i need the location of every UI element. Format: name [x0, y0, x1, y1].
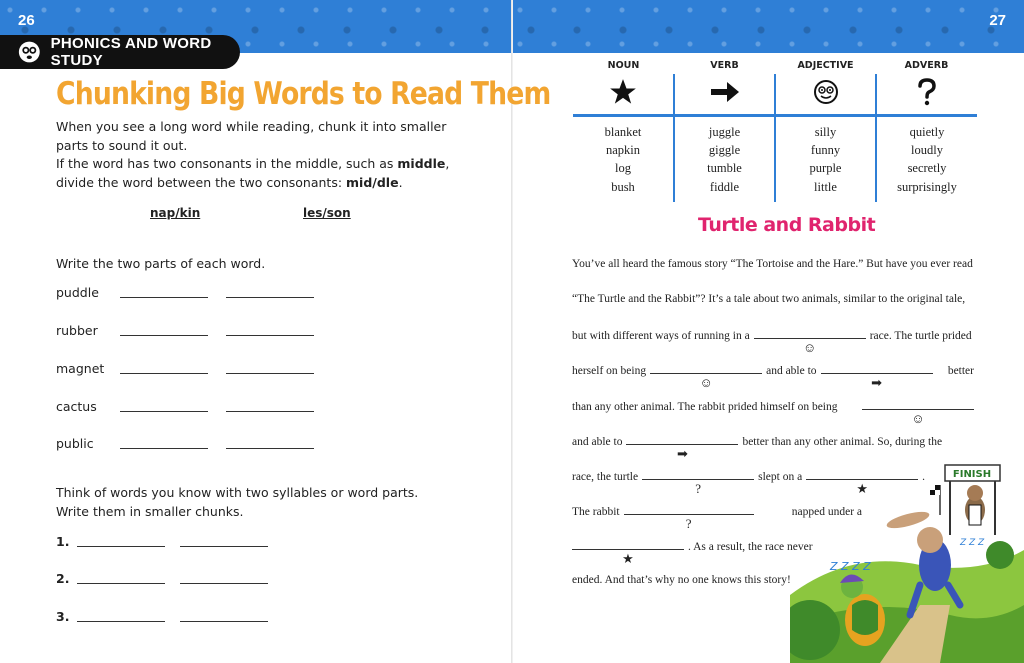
arrow-icon — [709, 81, 741, 103]
story-line: ended. And that’s why no one knows this story! — [572, 574, 791, 586]
word-label-magnet: magnet — [56, 361, 105, 376]
header-adverb: ADVERB — [904, 60, 949, 71]
story-blank-adverb[interactable] — [642, 469, 754, 496]
example-bold-split: mid/dle — [346, 174, 399, 190]
think-instruction: Think of words you know with two syllables or word parts. Write them in smaller chunks. — [56, 485, 419, 519]
face-icon: ☺ — [911, 411, 925, 426]
example-split-1: nap/kin — [150, 206, 201, 220]
section-label: PHONICS AND WORD STUDY — [50, 35, 212, 69]
star-icon: ★ — [622, 551, 634, 566]
face-icon: ☺ — [699, 375, 713, 390]
answer-blank[interactable] — [120, 297, 208, 298]
adjective-icon-cell — [775, 74, 876, 116]
noun-words: blanket napkin log bush — [604, 125, 642, 194]
referee-dog-icon — [965, 485, 985, 525]
lesson-title: Chunking Big Words to Read Them — [56, 76, 551, 112]
item-number-2: 2. — [56, 571, 70, 586]
question-icon — [917, 78, 937, 106]
word-label-cactus: cactus — [56, 399, 97, 414]
answer-blank[interactable] — [180, 546, 268, 547]
face-icon: ☺ — [803, 340, 817, 355]
story-blank-verb[interactable] — [821, 363, 933, 390]
adjective-words: silly funny purple little — [775, 116, 876, 203]
question-icon: ? — [695, 481, 701, 496]
answer-blank[interactable] — [226, 448, 314, 449]
intro-line: divide the word between the two consonants: mid/dle. — [56, 174, 403, 190]
header-noun: NOUN — [607, 60, 640, 71]
answer-blank[interactable] — [77, 621, 165, 622]
turtle-rabbit-illustration — [790, 455, 1024, 663]
face-icon — [813, 79, 839, 105]
answer-blank[interactable] — [226, 373, 314, 374]
story-blank-adjective[interactable] — [754, 328, 866, 355]
intro-line: If the word has two consonants in the middle, such as middle, — [56, 156, 450, 171]
answer-blank[interactable] — [120, 411, 208, 412]
arrow-icon: ➡ — [677, 446, 688, 461]
goggles-face-icon — [18, 39, 41, 65]
story-line: herself on being ☺ and able to ➡ better — [572, 365, 974, 390]
story-blank-adjective[interactable] — [862, 399, 974, 426]
header-verb: VERB — [710, 60, 739, 71]
adverb-icon-cell — [876, 74, 977, 116]
answer-blank[interactable] — [226, 411, 314, 412]
star-icon: ★ — [856, 481, 868, 496]
star-icon — [609, 78, 637, 106]
verb-icon-cell — [674, 74, 775, 116]
word-label-rubber: rubber — [56, 323, 98, 338]
exercise-instruction: Write the two parts of each word. — [56, 256, 266, 271]
adverb-words: quietly loudly secretly surprisingly — [876, 116, 977, 203]
answer-blank[interactable] — [226, 335, 314, 336]
verb-words: juggle giggle tumble fiddle — [674, 116, 775, 203]
story-line: than any other animal. The rabbit prided himself on being ☺ — [572, 399, 974, 413]
item-number-1: 1. — [56, 534, 70, 549]
story-blank-noun[interactable] — [572, 539, 684, 566]
story-title: Turtle and Rabbit — [698, 214, 876, 236]
answer-blank[interactable] — [120, 448, 208, 449]
noun-icon-cell — [573, 74, 674, 116]
page-number-left: 26 — [18, 12, 35, 29]
story-line: “The Turtle and the Rabbit”? It’s a tale about two animals, similar to the original tale, — [572, 293, 966, 305]
snore-text-2: Z Z Z — [960, 538, 985, 548]
item-number-3: 3. — [56, 609, 70, 624]
lesson-intro — [56, 118, 449, 192]
answer-blank[interactable] — [180, 583, 268, 584]
answer-blank[interactable] — [77, 546, 165, 547]
section-tab — [0, 35, 240, 69]
answer-blank[interactable] — [77, 583, 165, 584]
story-line: The rabbit ? napped under a — [572, 506, 862, 531]
story-blank-adjective[interactable] — [650, 363, 762, 390]
story-line: ★ . As a result, the race never — [572, 539, 837, 553]
question-icon: ? — [685, 516, 692, 531]
story-line: race, the turtle ? slept on a ★ . — [572, 471, 926, 496]
story-blank-adverb[interactable] — [624, 504, 754, 531]
example-split-2: les/son — [303, 206, 351, 220]
parts-of-speech-table — [573, 60, 977, 202]
example-bold-word: middle — [397, 156, 446, 171]
arrow-icon: ➡ — [871, 375, 882, 390]
intro-line: parts to sound it out. — [56, 137, 188, 153]
page-number-right: 27 — [989, 12, 1006, 29]
snore-text: Z Z Z Z — [830, 560, 871, 573]
story-line: and able to ➡ better than any other animal. So, during the — [572, 436, 943, 461]
answer-blank[interactable] — [180, 621, 268, 622]
checkered-flag-icon — [930, 485, 940, 515]
intro-line: When you see a long word while reading, chunk it into smaller — [56, 119, 447, 134]
word-label-public: public — [56, 436, 94, 451]
story-line: You’ve all heard the famous story “The Tortoise and the Hare.” But have you ever read — [572, 258, 973, 270]
finish-sign-text: FINISH — [952, 469, 992, 480]
header-adjective: ADJECTIVE — [797, 60, 854, 71]
answer-blank[interactable] — [120, 335, 208, 336]
answer-blank[interactable] — [120, 373, 208, 374]
word-label-puddle: puddle — [56, 285, 99, 300]
story-blank-verb[interactable] — [626, 434, 738, 461]
story-line: but with different ways of running in a ☺ race. The turtle prided — [572, 330, 972, 355]
answer-blank[interactable] — [226, 297, 314, 298]
